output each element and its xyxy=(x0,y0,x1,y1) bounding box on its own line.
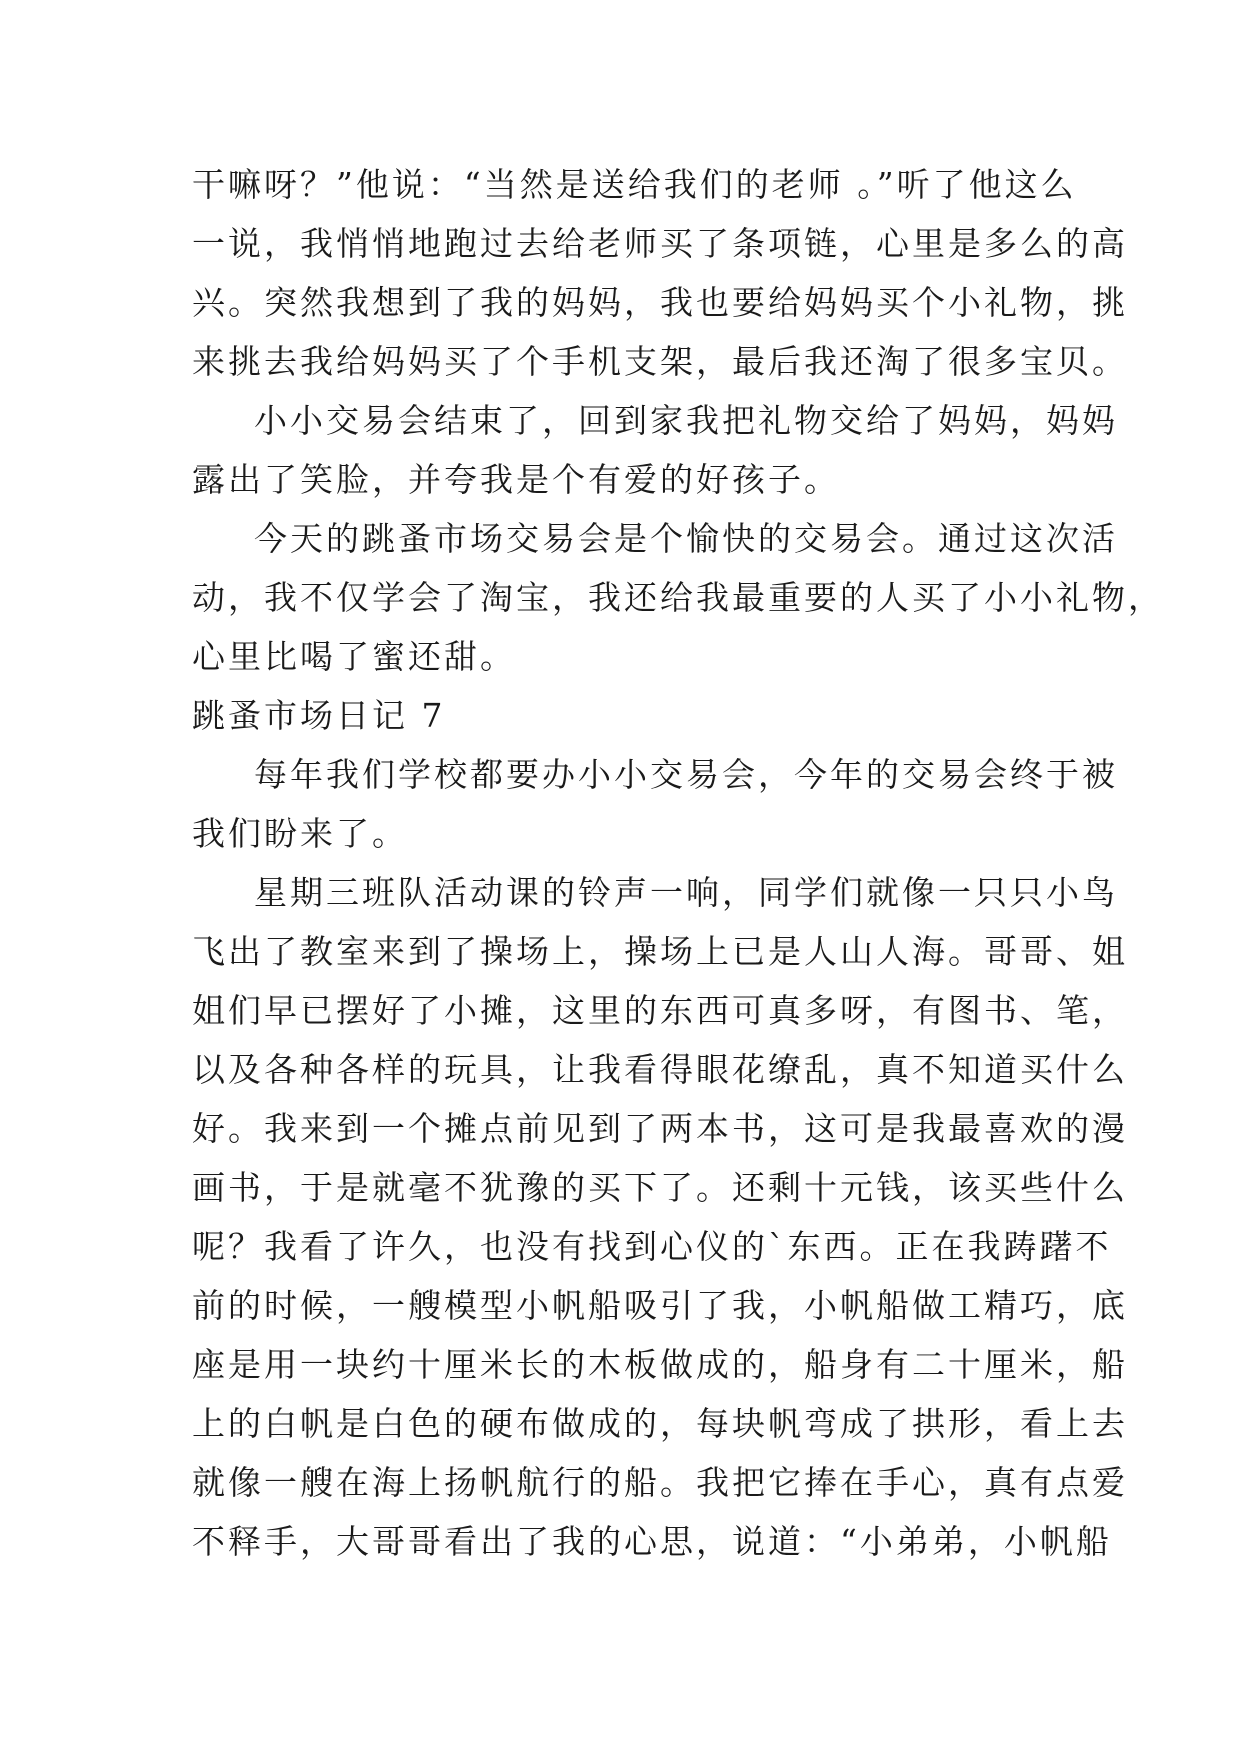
text-line: 座是用一块约十厘米长的木板做成的，船身有二十厘米，船 xyxy=(192,1345,1128,1384)
text-line: 就像一艘在海上扬帆航行的船。我把它捧在手心，真有点爱 xyxy=(192,1463,1128,1502)
text-line: 不释手，大哥哥看出了我的心思，说道：“小弟弟，小帆船 xyxy=(192,1522,1112,1561)
text-line: 飞出了教室来到了操场上，操场上已是人山人海。哥哥、姐 xyxy=(192,932,1128,971)
paragraph-start-line: 星期三班队活动课的铃声一响，同学们就像一只只小鸟 xyxy=(254,873,1118,912)
text-line: 露出了笑脸，并夸我是个有爱的好孩子。 xyxy=(192,460,840,499)
section-heading: 跳蚤市场日记 7 xyxy=(192,696,446,735)
text-line: 兴。突然我想到了我的妈妈，我也要给妈妈买个小礼物，挑 xyxy=(192,283,1128,322)
text-line: 好。我来到一个摊点前见到了两本书，这可是我最喜欢的漫 xyxy=(192,1109,1128,1148)
text-line: 动，我不仅学会了淘宝，我还给我最重要的人买了小小礼物， xyxy=(192,578,1164,617)
paragraph-start-line: 今天的跳蚤市场交易会是个愉快的交易会。通过这次活 xyxy=(254,519,1118,558)
text-line: 画书，于是就毫不犹豫的买下了。还剩十元钱，该买些什么 xyxy=(192,1168,1128,1207)
text-line: 来挑去我给妈妈买了个手机支架，最后我还淘了很多宝贝。 xyxy=(192,342,1128,381)
text-line: 我们盼来了。 xyxy=(192,814,408,853)
text-line: 姐们早已摆好了小摊，这里的东西可真多呀，有图书、笔， xyxy=(192,991,1128,1030)
paragraph-start-line: 每年我们学校都要办小小交易会，今年的交易会终于被 xyxy=(254,755,1118,794)
text-line: 前的时候，一艘模型小帆船吸引了我，小帆船做工精巧，底 xyxy=(192,1286,1128,1325)
text-line: 心里比喝了蜜还甜。 xyxy=(192,637,516,676)
text-line: 一说，我悄悄地跑过去给老师买了条项链，心里是多么的高 xyxy=(192,224,1128,263)
paragraph-start-line: 小小交易会结束了，回到家我把礼物交给了妈妈，妈妈 xyxy=(254,401,1118,440)
text-line: 上的白帆是白色的硬布做成的，每块帆弯成了拱形，看上去 xyxy=(192,1404,1128,1443)
text-line: 以及各种各样的玩具，让我看得眼花缭乱，真不知道买什么 xyxy=(192,1050,1128,1089)
text-line: 干嘛呀？”他说：“当然是送给我们的老师 。”听了他这么 xyxy=(192,165,1077,204)
text-line: 呢？我看了许久，也没有找到心仪的`东西。正在我踌躇不 xyxy=(192,1227,1112,1266)
